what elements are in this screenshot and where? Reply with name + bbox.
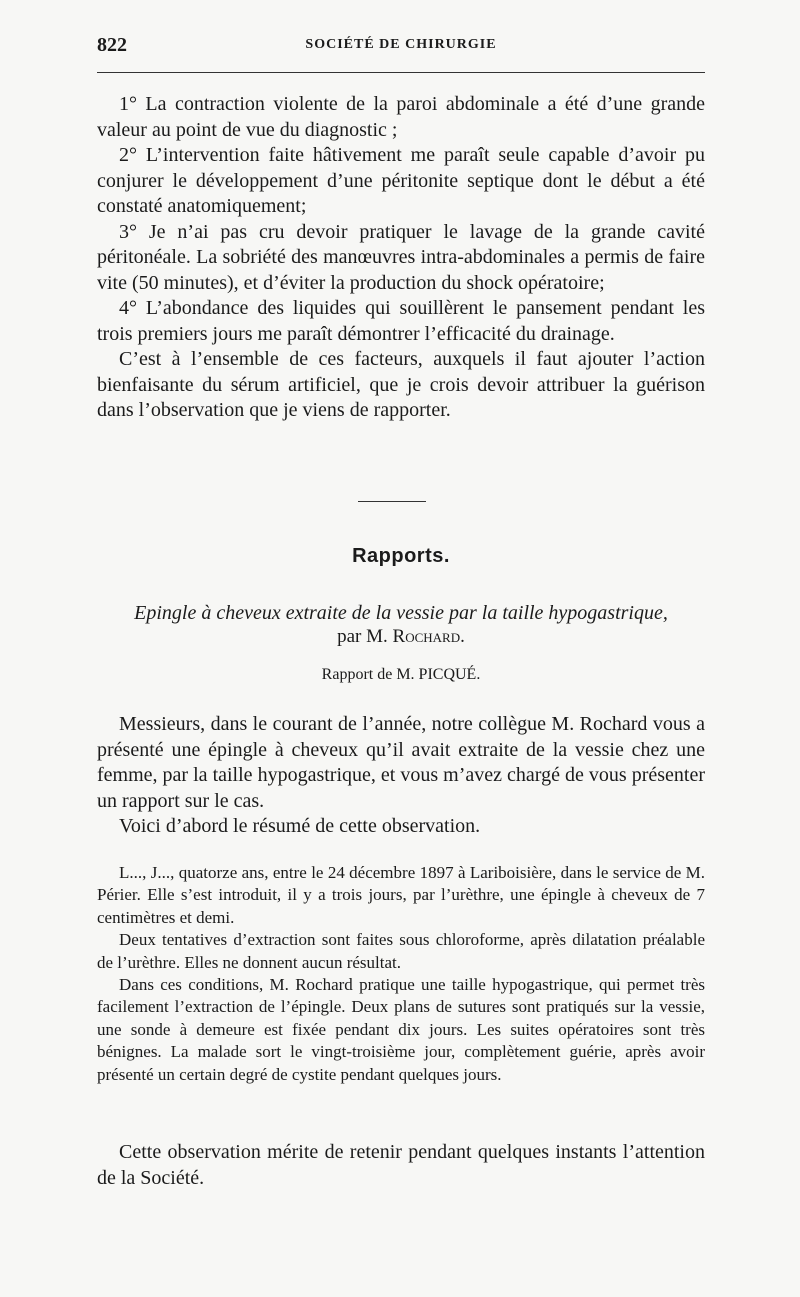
section-title: Rapports. xyxy=(352,545,450,567)
conclusions-section xyxy=(97,92,705,424)
rapporteur-line: Rapport de M. PICQUÉ. xyxy=(321,666,481,683)
conclusion-paragraph: 1° La contraction violente de la paroi abdominale a été d’une grande valeur au point de vue du diagnostic ; xyxy=(97,93,705,141)
article-author-line xyxy=(97,626,705,648)
author-name: Rochard. xyxy=(392,626,465,647)
report-intro xyxy=(97,712,705,840)
author-prefix: par M. xyxy=(337,626,393,647)
conclusion-paragraph: C’est à l’ensemble de ces facteurs, auxquels il faut ajouter l’action bienfaisante du sérum artificiel, que je crois devoir attribuer la guérison dans l’observation que je viens de rapporter. xyxy=(97,348,705,421)
article-title: Epingle à cheveux extraite de la vessie par la taille hypogastrique, xyxy=(134,602,668,624)
report-paragraph: Voici d’abord le résumé de cette observation. xyxy=(119,815,481,837)
conclusion-paragraph: 3° Je n’ai pas cru devoir pratiquer le lavage de la grande cavité péritonéale. La sobriété des manœuvres intra-abdominales a permis de faire vite (50 minutes), et d’éviter la production du shock opératoire; xyxy=(97,220,705,294)
observation-summary xyxy=(97,862,705,1086)
section-divider xyxy=(358,501,426,502)
closing-section xyxy=(97,1140,705,1191)
conclusion-paragraph: 4° L’abondance des liquides qui souillèrent le pansement pendant les trois premiers jours me paraît démontrer l’efficacité du drainage. xyxy=(97,297,705,345)
running-head: SOCIÉTÉ DE CHIRURGIE xyxy=(305,37,497,52)
observation-paragraph: L..., J..., quatorze ans, entre le 24 décembre 1897 à Lariboisière, dans le service de M. Périer. Elle s’est introduit, il y a trois jours, par l’urèthre, une épingle à cheveux de 7 centimètres et demi. xyxy=(97,863,705,927)
conclusion-paragraph: 2° L’intervention faite hâtivement me paraît seule capable d’avoir pu conjurer le développement d’une péritonite septique dont le début a été constaté anatomiquement; xyxy=(97,144,705,217)
closing-paragraph: Cette observation mérite de retenir pendant quelques instants l’attention de la Société. xyxy=(97,1141,705,1189)
header-rule xyxy=(97,72,705,73)
page-header xyxy=(97,34,705,60)
observation-paragraph: Dans ces conditions, M. Rochard pratique une taille hypogastrique, qui permet très facilement l’extraction de l’épingle. Deux plans de sutures sont pratiqués sur la vessie, une sonde à demeure est fixée pendant dix jours. Les suites opératoires sont très bénignes. La malade sort le vingt-troisième jour, complètement guérie, après avoir présenté un certain degré de cystite pendant quelques jours. xyxy=(97,975,705,1084)
page-number: 822 xyxy=(97,34,127,56)
observation-paragraph: Deux tentatives d’extraction sont faites sous chloroforme, après dilatation préalable de l’urèthre. Elles ne donnent aucun résultat. xyxy=(97,930,705,972)
report-paragraph: Messieurs, dans le courant de l’année, notre collègue M. Rochard vous a présenté une épingle à cheveux qu’il avait extraite de la vessie chez une femme, par la taille hypogastrique, et vous m’avez chargé de vous présenter un rapport sur le cas. xyxy=(97,713,705,812)
